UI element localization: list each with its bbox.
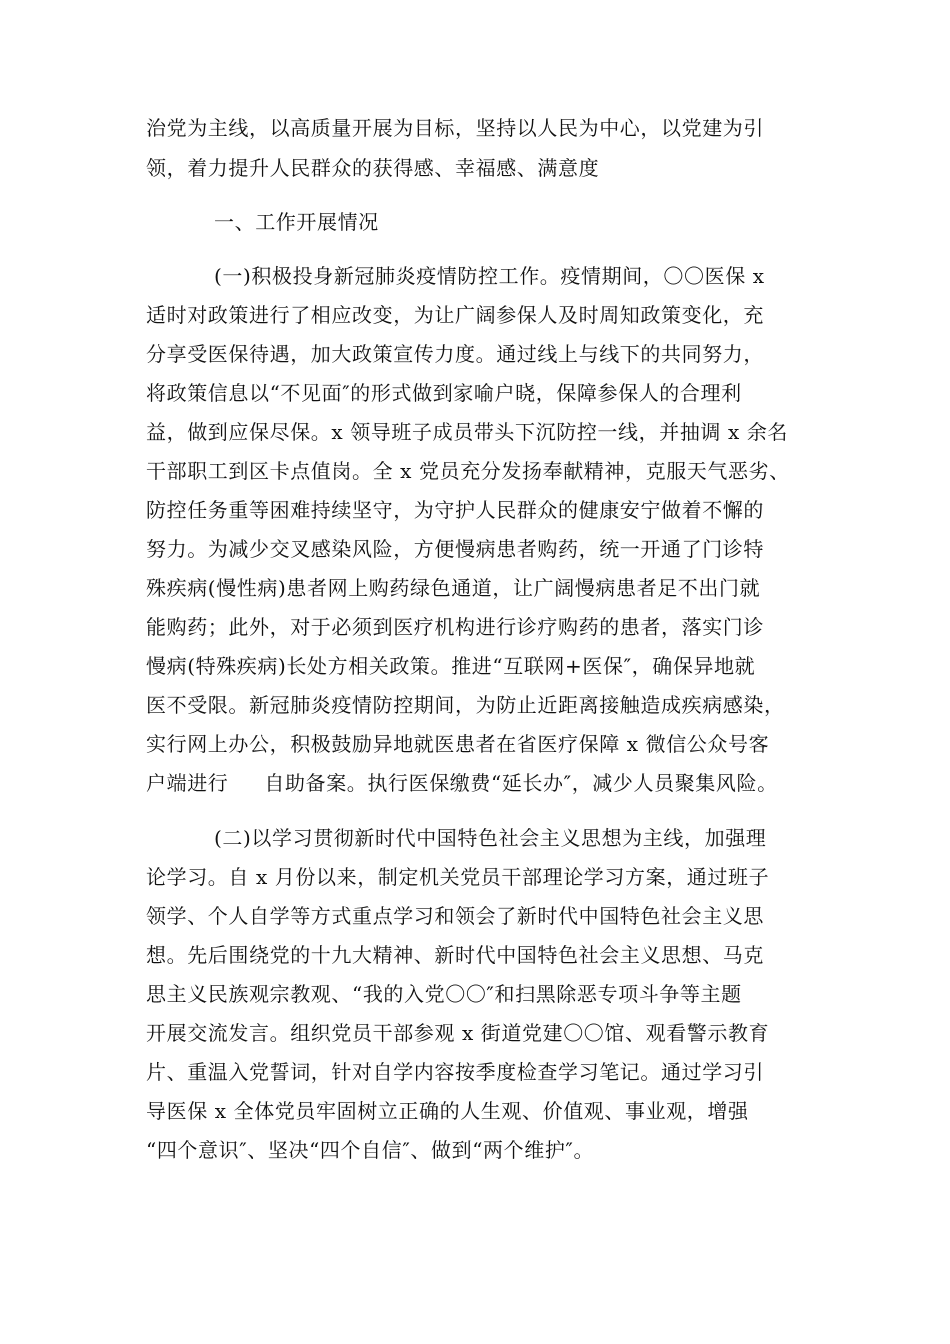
paragraph1-line: 分享受医保待遇，加大政策宣传力度。通过线上与线下的共同努力， xyxy=(146,342,764,366)
intro-line-2: 领，着力提升人民群众的获得感、幸福感、满意度 xyxy=(146,156,600,180)
paragraph1-line: 实行网上办公，积极鼓励异地就医患者在省医疗保障 x 微信公众号客 xyxy=(146,732,770,756)
paragraph1-line: 适时对政策进行了相应改变，为让广阔参保人及时周知政策变化，充 xyxy=(146,303,764,327)
paragraph1-line: 殊疾病(慢性病)患者网上购药绿色通道，让广阔慢病患者足不出门就 xyxy=(146,576,761,600)
paragraph1-line: 防控任务重等困难持续坚守，为守护人民群众的健康安宁做着不懈的 xyxy=(146,498,764,522)
paragraph2-line: 领学、个人自学等方式重点学习和领会了新时代中国特色社会主义思 xyxy=(146,904,764,928)
paragraph1-line: 能购药；此外，对于必须到医疗机构进行诊疗购药的患者，落实门诊 xyxy=(146,615,764,639)
intro-line-1: 治党为主线，以高质量开展为目标，坚持以人民为中心，以党建为引 xyxy=(146,116,764,140)
paragraph1-last-line xyxy=(146,769,778,797)
paragraph2-line: 片、重温入党誓词，针对自学内容按季度检查学习笔记。通过学习引 xyxy=(146,1060,764,1084)
paragraph2-line: (二)以学习贯彻新时代中国特色社会主义思想为主线，加强理 xyxy=(214,826,767,850)
paragraph1-line: 医不受限。新冠肺炎疫情防控期间，为防止近距离接触造成疾病感染， xyxy=(146,693,785,717)
paragraph2-line: 想。先后围绕党的十九大精神、新时代中国特色社会主义思想、马克 xyxy=(146,943,764,967)
paragraph2-line: 开展交流发言。组织党员干部参观 x 街道党建〇〇馆、观看警示教育 xyxy=(146,1021,770,1045)
paragraph1-line: 将政策信息以“不见面″的形式做到家喻户晓，保障参保人的合理利 xyxy=(146,381,742,405)
paragraph1-line: 干部职工到区卡点值岗。全 x 党员充分发扬奉献精神，克服天气恶劣、 xyxy=(146,459,790,483)
paragraph1-last-line-part-a: 户端进行 xyxy=(146,771,229,795)
paragraph1-line: (一)积极投身新冠肺炎疫情防控工作。疫情期间，〇〇医保 x xyxy=(214,264,765,288)
paragraph2-line: 思主义民族观宗教观、“我的入党〇〇″和扫黑除恶专项斗争等主题 xyxy=(146,982,742,1006)
paragraph1-line: 慢病(特殊疾病)长处方相关政策。推进“互联网+医保″，确保异地就 xyxy=(146,654,756,678)
paragraph2-line: 导医保 x 全体党员牢固树立正确的人生观、价值观、事业观，增强 xyxy=(146,1099,749,1123)
paragraph1-line: 努力。为减少交叉感染风险，方便慢病患者购药，统一开通了门诊特 xyxy=(146,537,764,561)
paragraph2-line: 论学习。自 x 月份以来，制定机关党员干部理论学习方案，通过班子 xyxy=(146,865,770,889)
section-heading: 一、工作开展情况 xyxy=(214,210,379,234)
paragraph1-last-line-part-b: 自助备案。执行医保缴费“延长办″，减少人员聚集风险。 xyxy=(264,771,778,795)
paragraph2-line: “四个意识″、坚决“四个自信″、做到“两个维护″。 xyxy=(146,1138,595,1162)
paragraph1-line: 益，做到应保尽保。x 领导班子成员带头下沉防控一线，并抽调 x 余名 xyxy=(146,420,789,444)
